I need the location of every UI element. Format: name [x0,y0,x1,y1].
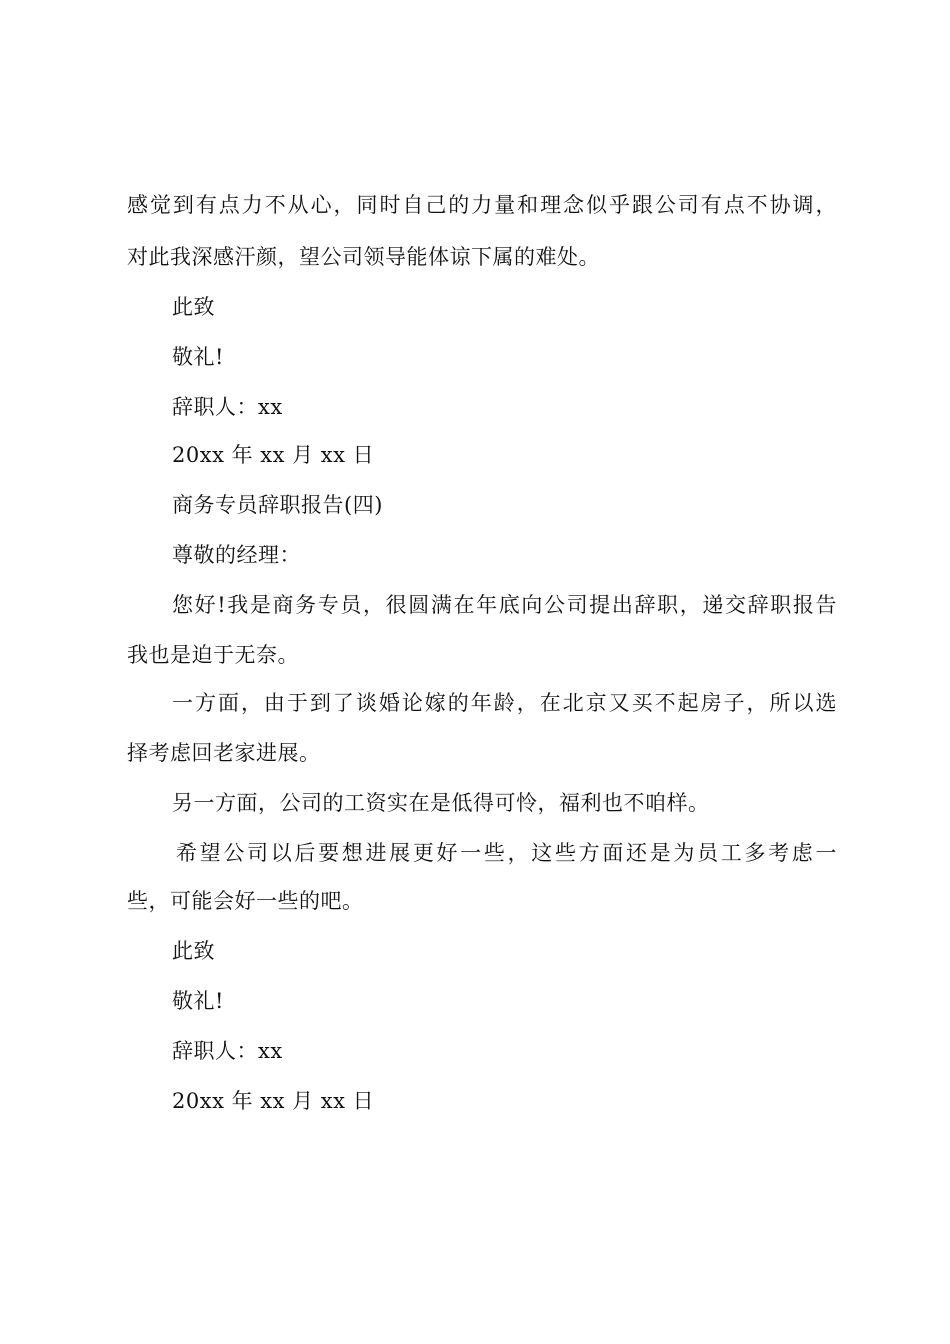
paragraph-line: 希望公司以后要想进展更好一些，这些方面还是为员工多考虑一 [176,841,837,865]
paragraph-line: 一方面，由于到了谈婚论嫁的年龄，在北京又买不起房子，所以选 [172,691,837,715]
closing-respect: 敬礼! [172,345,224,369]
paragraph-line: 对此我深感汗颜，望公司领导能体谅下属的难处。 [127,245,600,269]
paragraph-line: 我也是迫于无奈。 [127,643,299,667]
signature-date: 20xx 年 xx 月 xx 日 [172,443,375,467]
paragraph-line: 另一方面，公司的工资实在是低得可怜，福利也不咱样。 [172,791,710,815]
paragraph-line: 您好!我是商务专员，很圆满在年底向公司提出辞职，递交辞职报告 [172,593,837,617]
paragraph-line: 择考虑回老家进展。 [127,741,321,765]
closing-salutation: 此致 [172,939,215,963]
closing-respect: 敬礼! [172,989,224,1013]
paragraph-line: 些，可能会好一些的吧。 [127,889,364,913]
paragraph-line: 感觉到有点力不从心，同时自己的力量和理念似乎跟公司有点不协调， [127,193,837,217]
greeting: 尊敬的经理： [172,543,301,567]
closing-salutation: 此致 [172,295,215,319]
signer-name: 辞职人：xx [172,395,283,419]
report-title: 商务专员辞职报告(四) [172,493,383,517]
signer-name: 辞职人：xx [172,1039,283,1063]
signature-date: 20xx 年 xx 月 xx 日 [172,1089,375,1113]
